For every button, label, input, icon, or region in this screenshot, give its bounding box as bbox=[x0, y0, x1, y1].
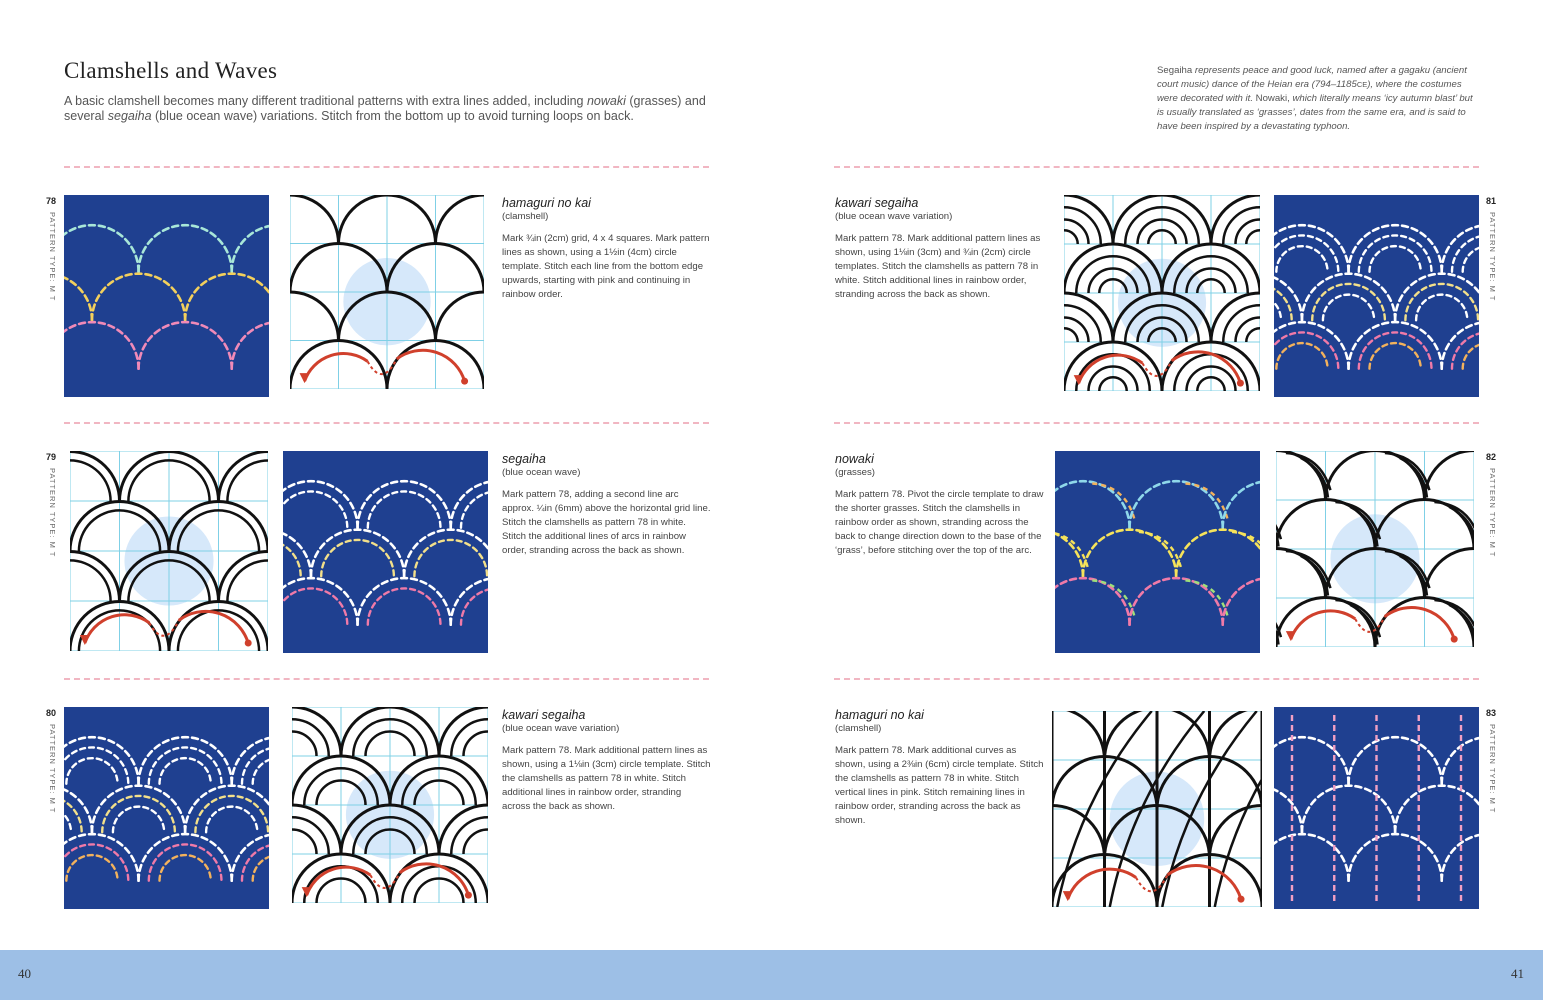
clamshell-arc bbox=[1425, 451, 1475, 500]
clamshell-arc bbox=[1052, 711, 1105, 760]
segaiha-diagram bbox=[70, 451, 268, 651]
stitched-sample-photo bbox=[1274, 195, 1479, 397]
wave-arc bbox=[1246, 230, 1260, 244]
section-divider bbox=[834, 166, 1479, 168]
pattern-type-label: PATTERN TYPE: M T bbox=[1488, 724, 1497, 814]
pattern-subtitle: (grasses) bbox=[835, 467, 875, 478]
stitched-sample-photo bbox=[64, 195, 269, 397]
stitch-arrow bbox=[397, 350, 465, 381]
page-number-left: 40 bbox=[18, 966, 31, 981]
pattern-number: 78 bbox=[46, 196, 57, 206]
stitch-arrow bbox=[1068, 869, 1136, 899]
clamshell-diagram bbox=[290, 195, 484, 389]
pattern-description bbox=[835, 708, 1045, 828]
stitch-arrow bbox=[1385, 608, 1454, 640]
hamaguri-no-kai-stitch-illustration bbox=[1274, 707, 1479, 909]
start-dot bbox=[1451, 636, 1458, 643]
clamshell-arc bbox=[1210, 711, 1263, 760]
clamshell-arc bbox=[1276, 549, 1326, 599]
clip-group bbox=[64, 707, 269, 909]
wave-arc bbox=[1064, 328, 1078, 342]
pattern-subtitle: (clamshell) bbox=[502, 211, 549, 222]
stitched-sample-photo bbox=[283, 451, 488, 653]
side-note-lead: Segaiha bbox=[1157, 65, 1193, 76]
intro-emphasis: segaiha bbox=[107, 109, 152, 123]
pattern-instructions: Mark pattern 78. Mark additional pattern lines as shown, using 1⅛in (3cm) and ¾in (2cm) circle templates. Stitch the clamshells as pattern 78 in white. Stitch additional lines in rainbow order, stranding across the back as shown. bbox=[835, 233, 1041, 300]
side-note-text: ), where the costumes were decorated with it. bbox=[1157, 79, 1462, 104]
pattern-instructions: Mark pattern 78, adding a second line arc approx. ¼in (6mm) above the horizontal grid line. Stitch the clamshells as pattern 78 in white. Stitch the additional lines of arcs in rainbow order, stranding across the back as shown. bbox=[502, 489, 711, 556]
clip-group bbox=[1055, 451, 1260, 653]
pattern-diagram bbox=[292, 707, 488, 903]
wave-arc bbox=[292, 732, 317, 757]
pattern-subtitle: (blue ocean wave variation) bbox=[835, 211, 953, 222]
pattern-description bbox=[835, 196, 1045, 302]
side-note-lead: Nowaki, bbox=[1255, 93, 1290, 104]
arrow-head bbox=[300, 373, 310, 383]
pattern-description bbox=[835, 452, 1045, 558]
pattern-name: kawari segaiha bbox=[502, 708, 586, 722]
pattern-name: segaiha bbox=[502, 452, 546, 466]
pattern-number: 80 bbox=[46, 708, 57, 718]
section-divider bbox=[64, 166, 709, 168]
wave-arc bbox=[292, 817, 329, 854]
start-dot bbox=[1237, 380, 1244, 387]
arrow-head bbox=[1063, 891, 1073, 901]
start-dot bbox=[461, 378, 468, 385]
wave-arc bbox=[1064, 305, 1101, 342]
clamshell-arc bbox=[70, 552, 120, 602]
clamshell-arc bbox=[436, 292, 485, 341]
clip-group bbox=[1064, 195, 1260, 391]
clamshell-stitch-illustration bbox=[64, 195, 269, 397]
wave-arc bbox=[292, 719, 329, 756]
intro-text bbox=[64, 94, 724, 124]
pattern-description bbox=[502, 452, 712, 558]
stitch-arrow bbox=[1168, 865, 1242, 899]
page-title: Clamshells and Waves bbox=[64, 58, 278, 83]
kawari-segaiha-stitch-illustration bbox=[64, 707, 269, 909]
start-dot bbox=[1238, 896, 1245, 903]
page-number-right: 41 bbox=[1511, 966, 1524, 981]
clamshell-arc bbox=[219, 452, 269, 502]
arrow-head bbox=[1286, 631, 1296, 641]
page-footer-band bbox=[0, 950, 1543, 1000]
pattern-instructions: Mark pattern 78. Mark additional pattern lines as shown, using a 1⅛in (3cm) circle template. Stitch the clamshells as pattern 78 in white. Stitch additional lines in rainbow order, stranding across the back as shown. bbox=[502, 745, 711, 812]
section-divider bbox=[834, 422, 1479, 424]
clamshell-arc bbox=[70, 452, 120, 502]
pattern-description bbox=[502, 708, 712, 814]
pattern-type-label: PATTERN TYPE: M T bbox=[48, 212, 57, 302]
wave-arc bbox=[464, 830, 489, 855]
pattern-diagram bbox=[1064, 195, 1260, 391]
side-note-text: represents peace and good luck, named after a gagaku (ancient court music) dance of the Heian era (794–1185 bbox=[1157, 65, 1467, 90]
section-divider bbox=[834, 678, 1479, 680]
clip-group bbox=[64, 195, 269, 397]
clip-group bbox=[292, 707, 488, 903]
arrow-head bbox=[1074, 375, 1084, 385]
intro-emphasis: nowaki bbox=[586, 94, 626, 108]
pattern-type-label: PATTERN TYPE: M T bbox=[48, 724, 57, 814]
pattern-subtitle: (clamshell) bbox=[835, 723, 882, 734]
wave-arc bbox=[464, 732, 489, 757]
wave-arc bbox=[1223, 207, 1260, 244]
pattern-description bbox=[502, 196, 712, 302]
pattern-subtitle: (blue ocean wave) bbox=[502, 467, 581, 478]
clip-group bbox=[290, 195, 484, 389]
kawari-segaiha-stitch-illustration bbox=[1274, 195, 1479, 397]
pattern-number: 82 bbox=[1486, 452, 1497, 462]
hamaguri-no-kai-diagram bbox=[1052, 711, 1262, 907]
arrow-head bbox=[302, 887, 312, 897]
pattern-type-label: PATTERN TYPE: M T bbox=[48, 468, 57, 558]
pattern-diagram bbox=[290, 195, 484, 389]
pattern-subtitle: (blue ocean wave variation) bbox=[502, 723, 620, 734]
clamshell-arc bbox=[1425, 549, 1475, 599]
pattern-type-label: PATTERN TYPE: M T bbox=[1488, 212, 1497, 302]
stitched-sample-photo bbox=[1055, 451, 1260, 653]
pattern-diagram bbox=[1276, 451, 1474, 647]
pattern-diagram bbox=[1052, 711, 1262, 907]
side-note bbox=[1157, 64, 1482, 134]
pattern-name: hamaguri no kai bbox=[835, 708, 924, 722]
clip-group bbox=[70, 451, 268, 651]
pattern-name: nowaki bbox=[835, 452, 874, 466]
clamshell-arc bbox=[219, 552, 269, 602]
clamshell-arc bbox=[290, 292, 339, 340]
pattern-name: hamaguri no kai bbox=[502, 196, 591, 210]
pattern-type-label: PATTERN TYPE: M T bbox=[1488, 468, 1497, 558]
pattern-number: 79 bbox=[46, 452, 57, 462]
stitch-arrow bbox=[1079, 355, 1143, 383]
stitch-arrow bbox=[307, 867, 371, 895]
stitch-arrow bbox=[305, 354, 368, 382]
wave-arc bbox=[1064, 230, 1078, 244]
clip-group bbox=[1276, 451, 1474, 647]
kawari-segaiha-diagram bbox=[1064, 195, 1260, 391]
clip-group bbox=[283, 451, 488, 653]
section-divider bbox=[64, 422, 709, 424]
pattern-instructions: Mark pattern 78. Pivot the circle template to draw the shorter grasses. Stitch the clamshells in rainbow order as shown, stranding across the back to change direction down to the base of the ‘grass’, before stitching over the top of the arc. bbox=[835, 489, 1044, 556]
clip-group bbox=[1274, 195, 1479, 397]
segaiha-stitch-illustration bbox=[283, 451, 488, 653]
pattern-name: kawari segaiha bbox=[835, 196, 919, 210]
start-dot bbox=[245, 640, 252, 647]
stitch-arrow bbox=[1291, 611, 1355, 639]
section-divider bbox=[64, 678, 709, 680]
stitched-sample-photo bbox=[1274, 707, 1479, 909]
side-note-era: CE bbox=[1356, 80, 1368, 89]
wave-arc bbox=[1223, 305, 1260, 342]
wave-arc bbox=[451, 817, 488, 854]
stitched-sample-photo bbox=[64, 707, 269, 909]
pattern-number: 81 bbox=[1486, 196, 1497, 206]
wave-arc bbox=[451, 719, 488, 756]
kawari-segaiha-diagram bbox=[292, 707, 488, 903]
clamshell-arc bbox=[436, 195, 485, 244]
intro-part: A basic clamshell becomes many different traditional patterns with extra lines added, including bbox=[64, 94, 587, 108]
wave-arc bbox=[1064, 207, 1101, 244]
pattern-instructions: Mark ¾in (2cm) grid, 4 x 4 squares. Mark pattern lines as shown, using a 1½in (4cm) circle template. Stitch each line from the bottom edge upwards, starting with pink and continuing in rainbow order. bbox=[502, 233, 710, 300]
clip-group bbox=[1052, 711, 1262, 907]
start-dot bbox=[465, 892, 472, 899]
intro-part: (grasses) and several bbox=[64, 94, 706, 123]
pattern-instructions: Mark pattern 78. Mark additional curves as shown, using a 2⅜in (6cm) circle template. Stitch the clamshells as pattern 78 in white. Stitch vertical lines in pink. Stitch remaining lines in rainbow order, stranding across the back as shown. bbox=[835, 745, 1044, 826]
pattern-diagram bbox=[70, 451, 268, 651]
clip-group bbox=[1274, 707, 1479, 909]
nowaki-stitch-illustration bbox=[1055, 451, 1260, 653]
wave-arc bbox=[292, 830, 317, 855]
nowaki-diagram bbox=[1276, 451, 1474, 647]
wave-arc bbox=[1246, 328, 1260, 342]
side-note-text: which literally means ‘icy autumn blast’ but is usually translated as ‘grasses’, dates from the same era, and is said to have been inspired by a devastating typhoon. bbox=[1157, 93, 1473, 132]
clamshell-arc bbox=[290, 195, 339, 243]
intro-part: (blue ocean wave) variations. Stitch from the bottom up to avoid turning loops on back. bbox=[151, 109, 634, 123]
pattern-number: 83 bbox=[1486, 708, 1497, 718]
